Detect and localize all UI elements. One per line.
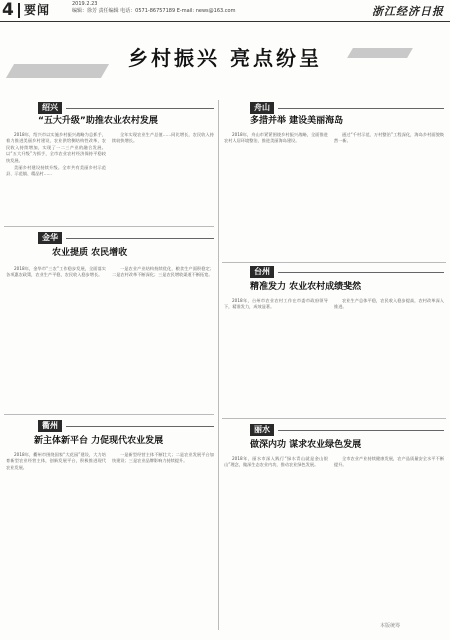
article-headline: “五大升级”助推农业农村发展	[38, 116, 158, 126]
paragraph: 通过“千村示范、万村整治”工程深化，海岛乡村面貌焕然一新。	[334, 132, 444, 144]
tag-line	[66, 238, 214, 239]
article-body	[334, 132, 444, 260]
article-body	[334, 456, 444, 616]
paragraph: 2018年，丽水市深入践行“绿水青山就是金山银山”理念，做深生态农业内功，推动农业绿色发展。	[224, 456, 328, 468]
divider-right-2	[222, 418, 446, 419]
paragraph: 2018年，绍兴市以实施乡村振兴战略为总抓手，着力推进美丽乡村建设，农业供给侧结构性改革，农民收入持续增加，实现了一二三产业的融合发展。以“五大升级”为抓手，全市农业农村经济保持平稳较快发展。	[6, 132, 106, 163]
paragraph: 2018年，台州市农业农村工作在市委市政府领导下，精准发力，成效显著。	[224, 298, 328, 310]
region-tag-taizhou: 台州	[250, 266, 274, 278]
tag-line	[278, 430, 444, 431]
paragraph: 美丽乡村建设持续升级。全市共有美丽乡村示范县、示范镇、精品村……	[6, 165, 106, 177]
paragraph: 2018年，衢州市围绕国家“大花园”建设，大力培育新型农业经营主体，创新发展平台，积极推进现代农业发展。	[6, 452, 106, 470]
region-tag-shaoxing: 绍兴	[38, 102, 62, 114]
region-tag-jinhua: 金华	[38, 232, 62, 244]
article-body	[224, 298, 328, 416]
region-tag-zhoushan: 舟山	[250, 102, 274, 114]
article-body	[112, 266, 214, 410]
page-number: 4	[2, 0, 14, 20]
header-meta	[72, 1, 235, 15]
article-body	[6, 452, 106, 630]
paragraph: 2018年，舟山市紧紧围绕乡村振兴战略，全面推进农村人居环境整治，推进美丽海岛建设。	[224, 132, 328, 144]
tag-line	[66, 426, 214, 427]
footer-note: 本版统筹	[380, 623, 401, 629]
editor-line: 编辑：徐芳 责任编辑 电话：0571-86757189 E-mail: news@163.com	[72, 8, 236, 14]
article-headline: 精准发力 农业农村成绩斐然	[250, 282, 362, 292]
tag-line	[278, 272, 444, 273]
article-body	[112, 132, 214, 224]
paragraph: 一是农业产业结构持续优化，粮食生产面积稳定；二是农村改革不断深化；三是农民增收渠道不断拓宽。	[112, 266, 214, 278]
paragraph: 农业生产总体平稳，农民收入稳步提高，农村改革深入推进。	[334, 298, 444, 310]
divider-right-1	[222, 262, 446, 263]
article-body	[6, 266, 106, 410]
masthead-logo: 浙江经济日报	[372, 5, 444, 18]
column-divider	[218, 100, 219, 630]
article-headline: 农业提质 农民增收	[52, 248, 128, 258]
article-body	[224, 456, 328, 626]
header-divider	[18, 3, 20, 18]
divider-left-2	[4, 414, 214, 415]
article-body	[112, 452, 214, 630]
region-tag-lishui: 丽水	[250, 424, 274, 436]
page-header	[0, 0, 450, 22]
article-body	[224, 132, 328, 260]
article-body	[334, 298, 444, 416]
paragraph: 2018年，金华市“三农”工作稳步发展，全面落实各项惠农政策，农业生产平稳，农民收入稳步增长。	[6, 266, 106, 278]
paragraph: 全年实现农业生产总值……同比增长，农民收入持续较快增长。	[112, 132, 214, 144]
article-headline: 多措并举 建设美丽海岛	[250, 116, 344, 126]
banner-title: 乡村振兴 亮点纷呈	[128, 46, 322, 70]
paragraph: 全市农业产业持续健康发展，农产品质量安全水平不断提升。	[334, 456, 444, 468]
article-body	[6, 132, 106, 224]
article-headline: 做深内功 谋求农业绿色发展	[250, 440, 362, 450]
section-name: 要闻	[24, 3, 51, 17]
tag-line	[278, 108, 444, 109]
paragraph: 一是新型经营主体不断壮大；二是农业发展平台加快建设；三是农业品牌影响力持续提升。	[112, 452, 214, 464]
issue-date: 2019.2.23	[72, 1, 98, 7]
tag-line	[66, 108, 214, 109]
divider-left-1	[4, 226, 214, 227]
region-tag-quzhou: 衢州	[38, 420, 62, 432]
article-headline: 新主体新平台 力促现代农业发展	[34, 436, 164, 446]
banner	[0, 26, 450, 96]
